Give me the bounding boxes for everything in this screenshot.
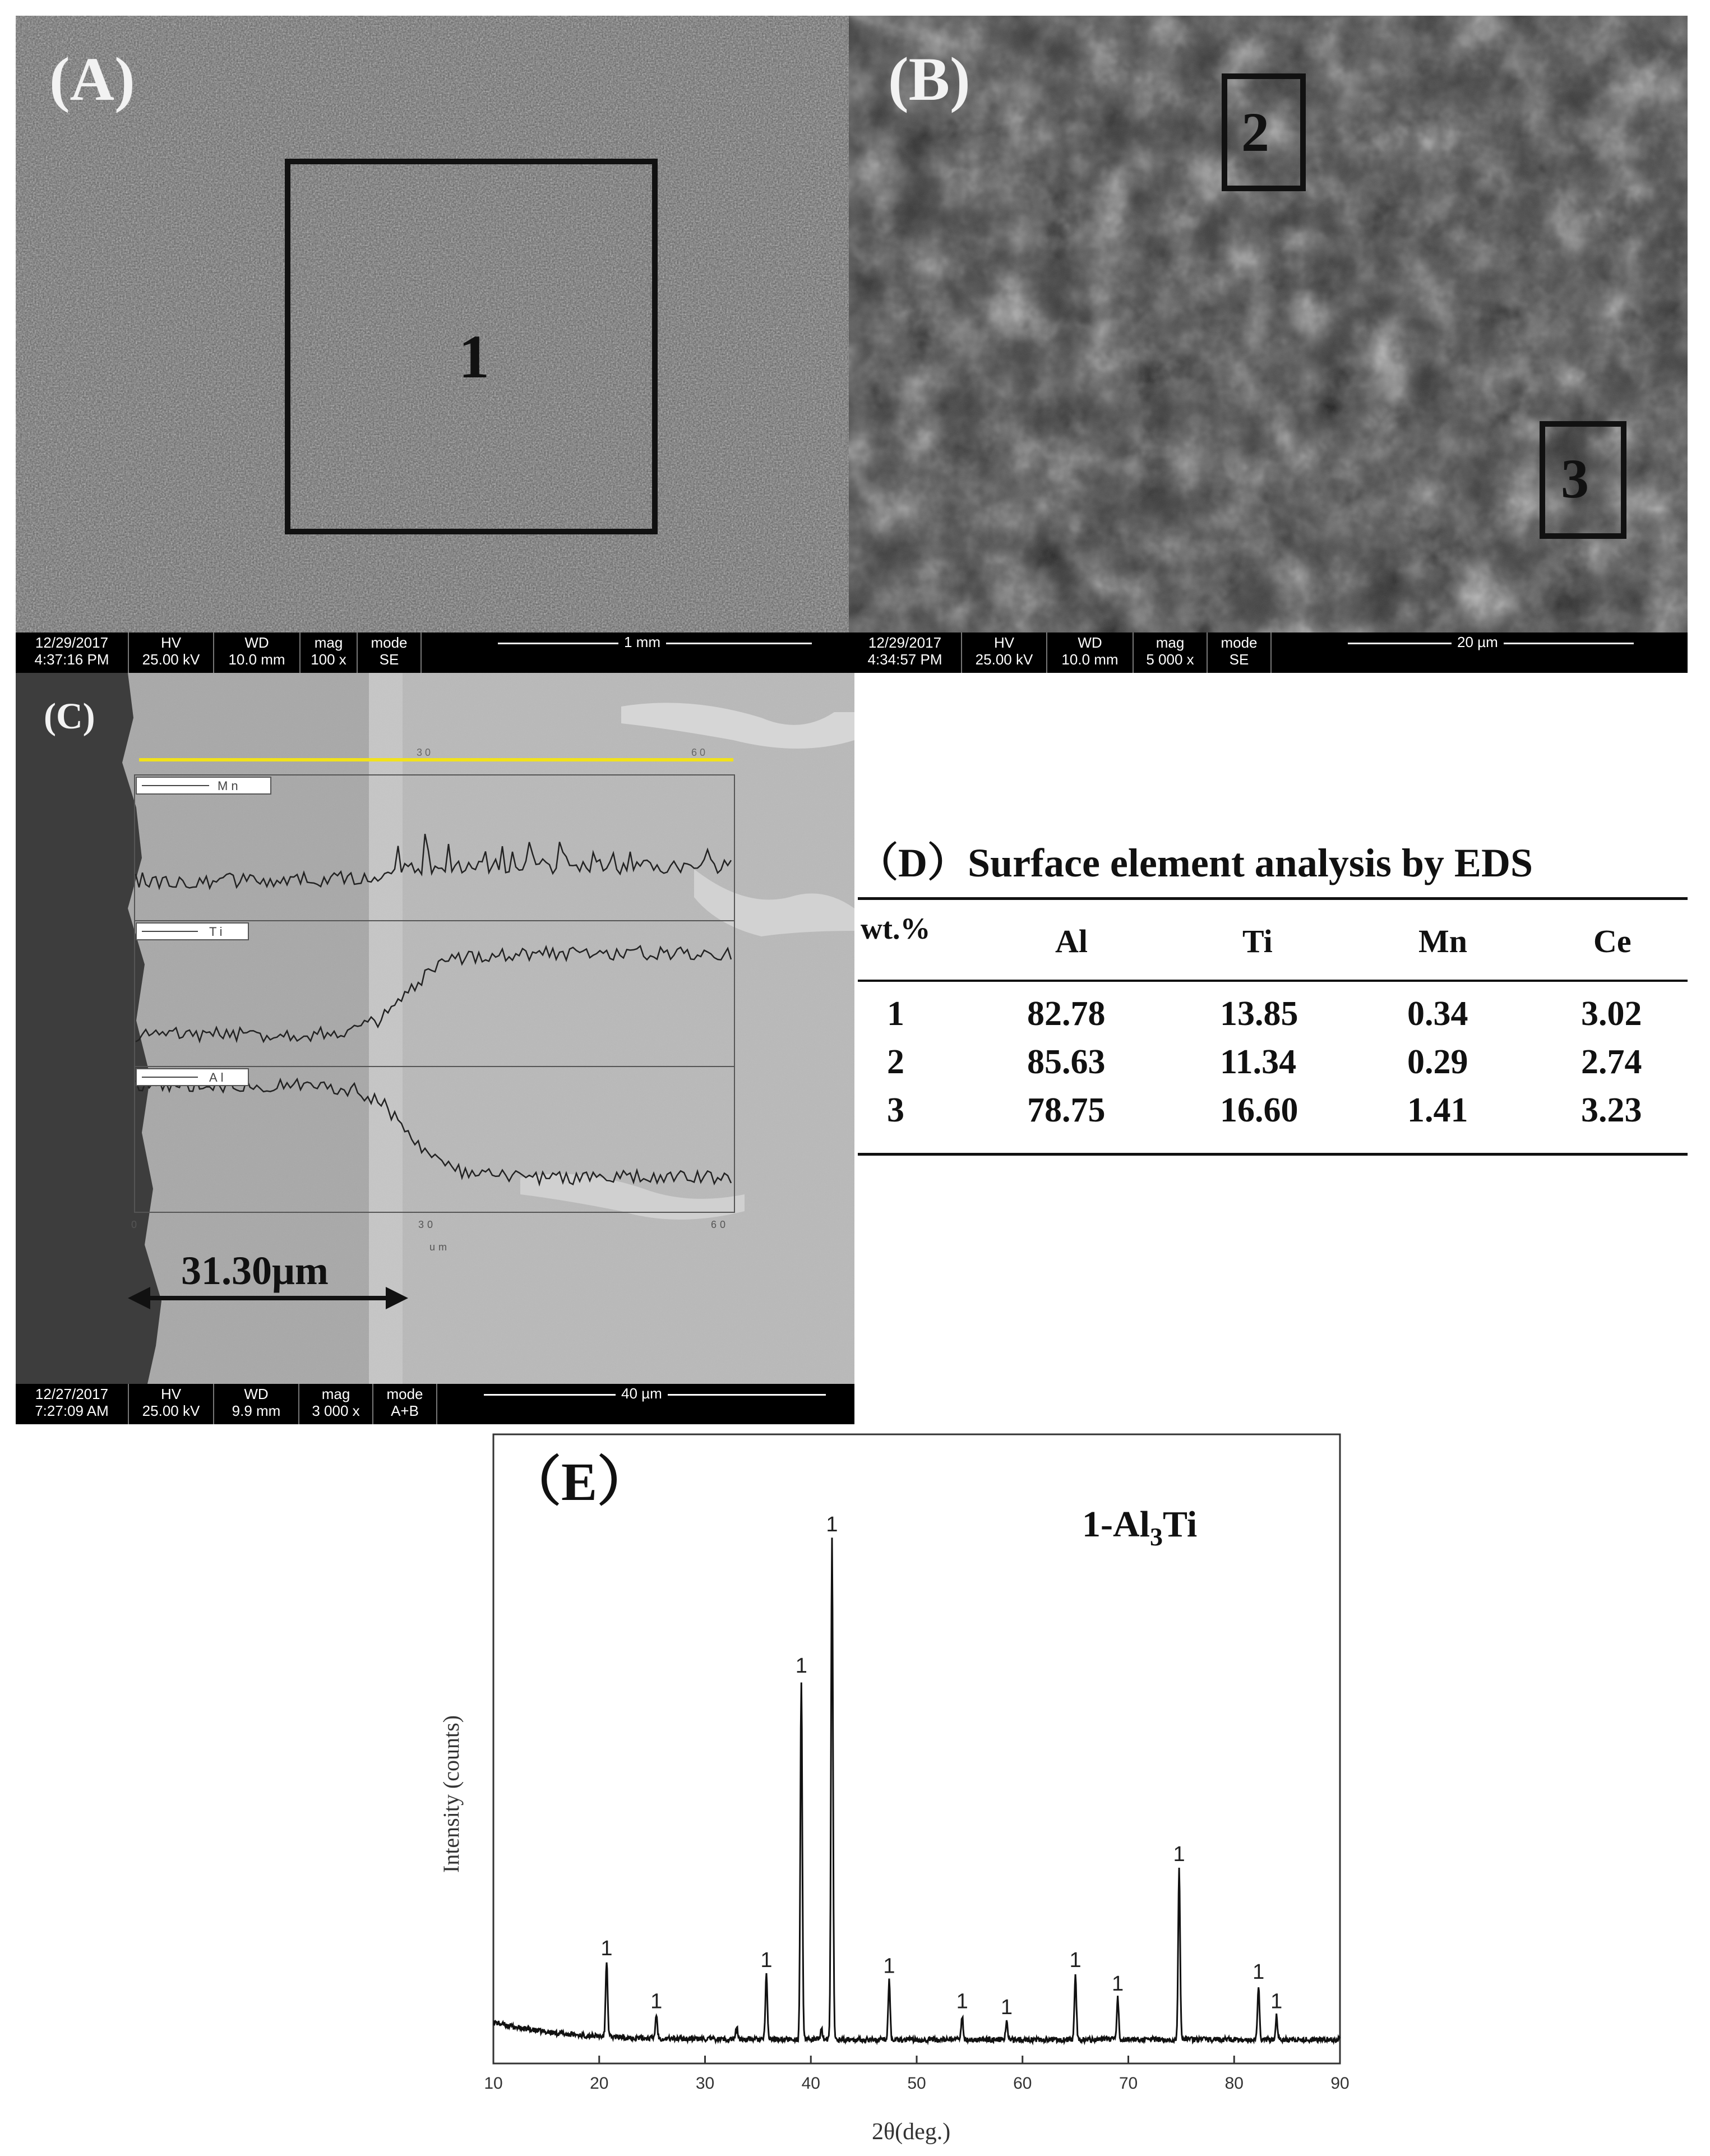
acq-time: 7:27:09 AM (35, 1402, 109, 1419)
scale-label-b: 20 µm (1452, 634, 1504, 650)
x-tick-label: 50 (907, 2074, 926, 2093)
peak-label: 1 (1173, 1842, 1185, 1866)
roi-label-3: 3 (1561, 447, 1589, 510)
col-mn: Mn (1418, 923, 1467, 959)
peak-label: 1 (826, 1512, 838, 1536)
peak-label: 1 (1000, 1995, 1013, 2019)
legend-ti (136, 923, 248, 940)
legend-al3ti (1082, 1504, 1197, 1551)
y-axis-label: Intensity (counts) (438, 1715, 464, 1873)
mag-value: 100 x (311, 651, 346, 668)
x-tick-label: 40 (801, 2074, 820, 2093)
line-scan-plot (135, 775, 734, 1212)
scan-tick-30: 3 0 (417, 747, 431, 758)
hv-header: HV (993, 634, 1015, 651)
peak-label: 1 (956, 1989, 968, 2014)
wd-header: WD (244, 634, 269, 651)
acq-date: 12/27/2017 (35, 1386, 109, 1402)
mode-value: A+B (391, 1402, 419, 1419)
xrd-panel (415, 1424, 1368, 2153)
col-ti: Ti (1242, 923, 1273, 959)
peak-label: 1 (650, 1989, 663, 2014)
col-wt: wt.% (861, 912, 931, 945)
hv-header: HV (160, 634, 182, 651)
cell-mn: 0.34 (1407, 995, 1468, 1033)
cell-ce: 3.02 (1581, 995, 1642, 1033)
wd-header: WD (1078, 634, 1102, 651)
x-tick-label: 90 (1330, 2074, 1349, 2093)
panel-label-a: (A) (49, 45, 135, 113)
x-unit: um (429, 1241, 451, 1253)
col-al: Al (1055, 923, 1088, 959)
panel-label-e: （E） (507, 1452, 651, 1512)
cell-ti: 16.60 (1220, 1091, 1298, 1129)
sem-info-bar-a (16, 633, 849, 673)
peak-label: 1 (1069, 1948, 1082, 1972)
mag-value: 3 000 x (312, 1402, 360, 1419)
x-tick-0: 0 (131, 1219, 137, 1230)
sem-panel-b (849, 16, 1688, 673)
scale-label-c: 40 µm (616, 1385, 668, 1402)
x-tick-60: 60 (711, 1219, 729, 1230)
hv-value: 25.00 kV (142, 651, 200, 668)
mag-header: mag (1156, 634, 1185, 651)
legend-label-al: Al (209, 1070, 227, 1084)
cell-al: 85.63 (1027, 1043, 1106, 1081)
scale-bar-a (498, 633, 812, 653)
cell-al: 78.75 (1027, 1091, 1106, 1129)
scale-label-a: 1 mm (618, 634, 666, 650)
col-ce: Ce (1593, 923, 1632, 959)
x-tick-label: 70 (1119, 2074, 1138, 2093)
roi-label-2: 2 (1241, 101, 1269, 163)
eds-header-row (858, 900, 1688, 982)
eds-table-panel (858, 830, 1688, 1156)
roi-label-1: 1 (459, 322, 489, 391)
scale-bar-b (1348, 633, 1634, 653)
wd-value: 9.9 mm (232, 1402, 281, 1419)
legend-suffix: Ti (1162, 1504, 1198, 1545)
wd-value: 10.0 mm (228, 651, 285, 668)
x-tick-label: 60 (1013, 2074, 1032, 2093)
thickness-label: 31.30μm (181, 1248, 329, 1293)
cell-ti: 11.34 (1220, 1043, 1297, 1081)
wd-header: WD (244, 1386, 269, 1402)
peak-label: 1 (795, 1654, 807, 1678)
mode-value: SE (1229, 651, 1249, 668)
legend-prefix: 1-Al (1082, 1504, 1150, 1545)
peak-label: 1 (1270, 1989, 1283, 2014)
sem-info-bar-b (849, 633, 1688, 673)
x-axis-label: 2θ(deg.) (872, 2119, 951, 2145)
hv-value: 25.00 kV (975, 651, 1033, 668)
eds-body (858, 982, 1688, 1156)
trace-al (136, 1078, 731, 1184)
mag-value: 5 000 x (1146, 651, 1194, 668)
mode-header: mode (386, 1386, 423, 1402)
row-id: 3 (887, 1091, 904, 1129)
peak-label: 1 (760, 1948, 773, 1972)
hv-value: 25.00 kV (142, 1402, 200, 1419)
table-row (858, 1042, 1688, 1087)
legend-label-mn: Mn (218, 779, 242, 793)
cell-ti: 13.85 (1220, 995, 1298, 1033)
table-row (858, 1091, 1688, 1135)
sem-info-bar-c (16, 1384, 854, 1424)
sem-panel-c (16, 673, 854, 1424)
sem-panel-a (16, 16, 849, 673)
cell-ce: 3.23 (1581, 1091, 1642, 1129)
x-tick-label: 20 (590, 2074, 609, 2093)
mag-header: mag (321, 1386, 350, 1402)
xrd-chart (415, 1424, 1368, 2153)
table-row (858, 994, 1688, 1039)
scale-bar-c (484, 1384, 826, 1404)
peak-label: 1 (600, 1936, 613, 1960)
cell-mn: 0.29 (1407, 1043, 1468, 1081)
legend-sub: 3 (1149, 1522, 1163, 1551)
row-id: 2 (887, 1043, 904, 1081)
legend-al (136, 1069, 248, 1086)
legend-mn (136, 777, 271, 794)
peak-label: 1 (1112, 1972, 1124, 1996)
mode-header: mode (371, 634, 408, 651)
trace-ti (136, 946, 731, 1042)
acq-date: 12/29/2017 (35, 634, 109, 651)
trace-mn (136, 834, 731, 888)
acq-time: 4:37:16 PM (34, 651, 109, 668)
x-tick-label: 10 (484, 2074, 503, 2093)
acq-time: 4:34:57 PM (867, 651, 942, 668)
line-scan-overlay (16, 673, 854, 1384)
scan-tick-60: 6 0 (691, 747, 706, 758)
eds-table-title: （D）Surface element analysis by EDS (858, 841, 1533, 885)
cell-mn: 1.41 (1407, 1091, 1468, 1129)
x-tick-label: 80 (1224, 2074, 1244, 2093)
peak-label: 1 (1253, 1960, 1265, 1984)
peak-label: 1 (883, 1954, 895, 1978)
cell-ce: 2.74 (1581, 1043, 1642, 1081)
legend-label-ti: Ti (209, 925, 226, 939)
panel-label-c: (C) (44, 696, 95, 737)
panel-label-b: (B) (888, 45, 970, 113)
wd-value: 10.0 mm (1061, 651, 1119, 668)
mode-header: mode (1221, 634, 1258, 651)
row-id: 1 (887, 995, 904, 1033)
cell-al: 82.78 (1027, 995, 1106, 1033)
mag-header: mag (314, 634, 343, 651)
acq-date: 12/29/2017 (868, 634, 942, 651)
hv-header: HV (160, 1386, 182, 1402)
x-tick-30: 30 (418, 1219, 437, 1230)
x-tick-label: 30 (695, 2074, 715, 2093)
mode-value: SE (379, 651, 399, 668)
plot-frame (493, 1434, 1340, 2063)
